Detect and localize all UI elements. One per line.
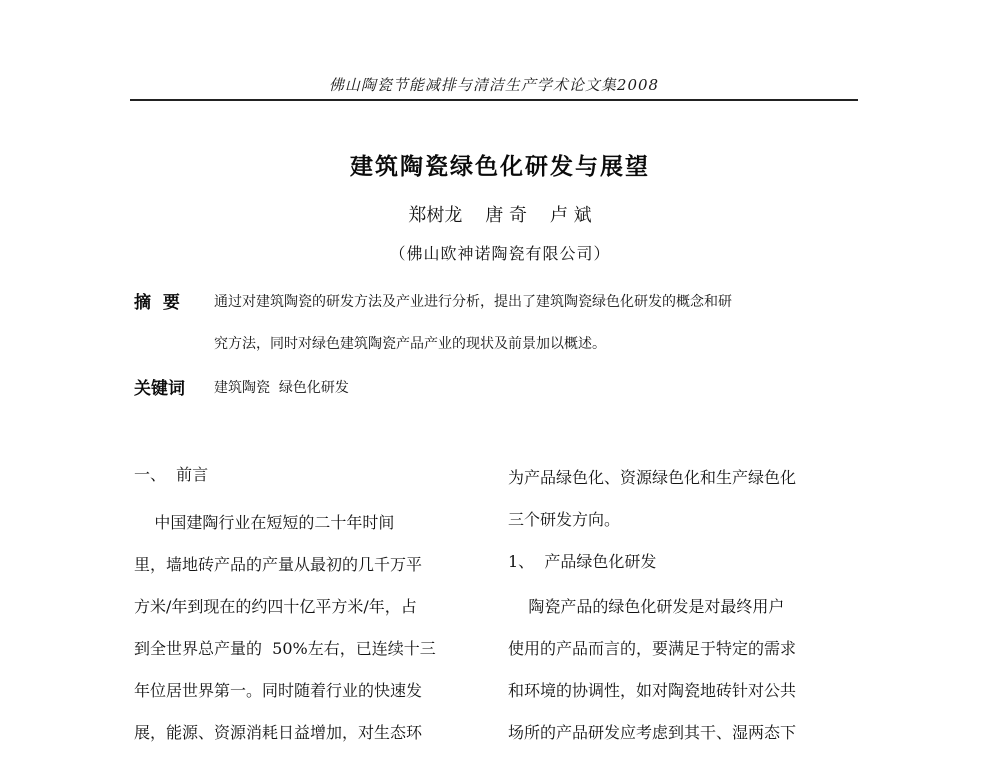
section-heading-introduction: 一、 前言 <box>134 465 209 484</box>
body-text-line: 到全世界总产量的 50%左右，已连续十三 <box>134 639 436 658</box>
body-text-line: 三个研发方向。 <box>508 510 621 529</box>
paper-title: 建筑陶瓷绿色化研发与展望 <box>350 154 650 180</box>
body-text-line: 展，能源、资源消耗日益增加，对生态环 <box>134 723 423 742</box>
body-text-line: 和环境的协调性，如对陶瓷地砖针对公共 <box>508 681 797 700</box>
running-header: 佛山陶瓷节能减排与清洁生产学术论文集2008 <box>328 76 660 94</box>
abstract-line: 通过对建筑陶瓷的研发方法及产业进行分析，提出了建筑陶瓷绿色化研发的概念和研 <box>214 294 732 310</box>
body-text-line: 场所的产品研发应考虑到其干、湿两态下 <box>508 723 797 742</box>
abstract-line: 究方法，同时对绿色建筑陶瓷产品产业的现状及前景加以概述。 <box>214 336 606 352</box>
abstract-label: 摘 要 <box>134 293 180 313</box>
header-rule <box>130 99 858 101</box>
body-text-line: 陶瓷产品的绿色化研发是对最终用户 <box>508 597 785 616</box>
body-text-line: 为产品绿色化、资源绿色化和生产绿色化 <box>508 468 797 487</box>
keywords-text: 建筑陶瓷 绿色化研发 <box>214 380 349 396</box>
body-text-line: 方米/年到现在的约四十亿平方米/年，占 <box>134 597 417 616</box>
body-text-line: 年位居世界第一。同时随着行业的快速发 <box>134 681 423 700</box>
body-text-line: 里，墙地砖产品的产量从最初的几千万平 <box>134 555 423 574</box>
body-text-line: 使用的产品而言的，要满足于特定的需求 <box>508 639 797 658</box>
subsection-heading-product-greening: 1、 产品绿色化研发 <box>508 552 657 571</box>
paper-affiliation: （佛山欧神诺陶瓷有限公司） <box>389 244 611 263</box>
keywords-label: 关键词 <box>134 379 185 399</box>
paper-authors: 郑树龙 唐 奇 卢 斌 <box>408 205 592 226</box>
body-text-line: 中国建陶行业在短短的二十年时间 <box>134 513 395 532</box>
